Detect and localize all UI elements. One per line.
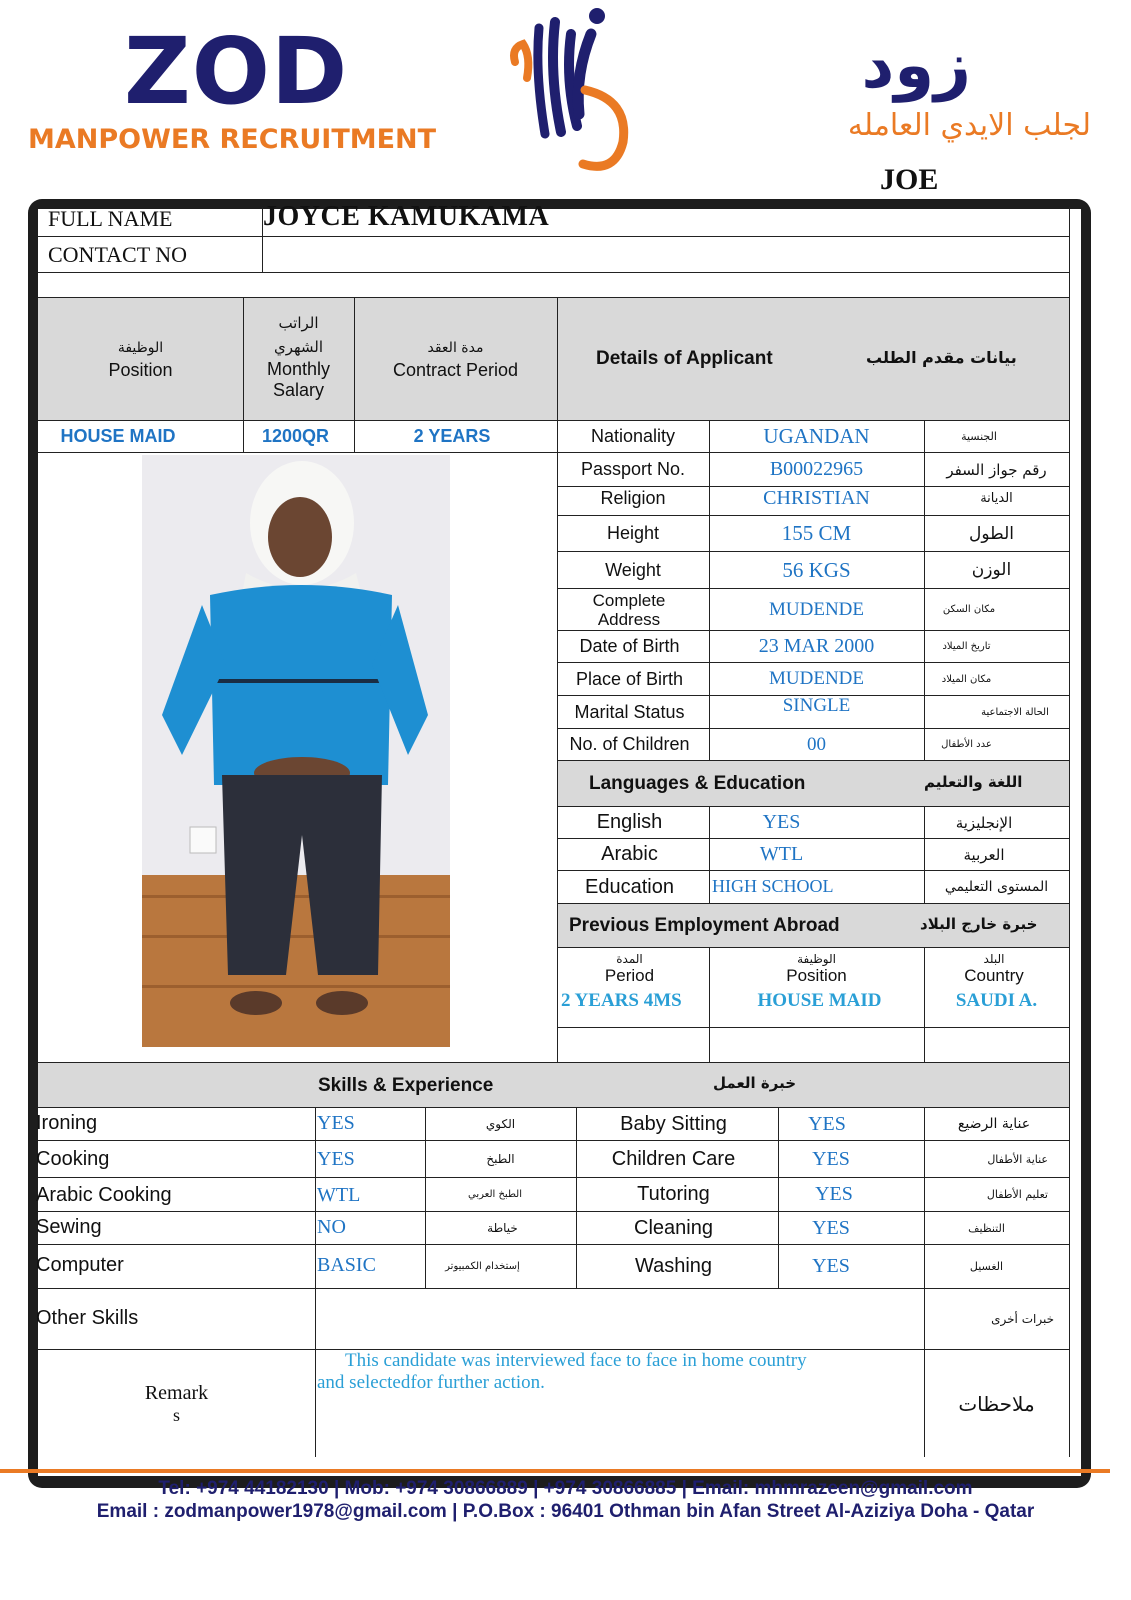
brand-mark-icon xyxy=(505,4,645,179)
contract-header: مدة العقد Contract Period xyxy=(392,339,519,380)
skill-washing-label: Washing xyxy=(634,1255,713,1277)
skill-computer-value: BASIC xyxy=(317,1254,376,1276)
skills-heading: Skills & Experience xyxy=(318,1075,494,1096)
languages-heading-arabic: اللغة والتعليم xyxy=(924,773,1023,791)
height-arabic: الطول xyxy=(969,523,1014,544)
full-name-value: JOYCE KAMUKAMA xyxy=(263,201,550,232)
remarks-text-line2: and selectedfor further action. xyxy=(317,1372,545,1393)
skill-cooking-value: YES xyxy=(317,1148,355,1170)
other-skills-label: Other Skills xyxy=(36,1307,139,1329)
salary-value: 1200QR xyxy=(261,426,330,446)
nationality-label: Nationality xyxy=(590,426,676,446)
prev-country-value: SAUDI A. xyxy=(955,990,1038,1011)
brand-logo xyxy=(28,18,437,155)
skill-tutoring-label: Tutoring xyxy=(637,1183,710,1205)
address-label: Complete Address xyxy=(592,590,666,629)
skill-cleaning-arabic: التنظيف xyxy=(968,1221,1005,1235)
skills-heading-arabic: خبرة العمل xyxy=(713,1074,797,1092)
children-label: No. of Children xyxy=(569,734,690,754)
skill-tutoring-arabic: تعليم الأطفال xyxy=(986,1188,1048,1201)
skill-sewing-value: NO xyxy=(317,1216,346,1238)
skill-baby-sitting-value: YES xyxy=(808,1112,846,1135)
prev-period-value: 2 YEARS 4MS xyxy=(561,990,682,1011)
country-header: البلد Country xyxy=(964,952,1024,985)
height-label: Height xyxy=(606,523,660,543)
skill-ironing-value: YES xyxy=(317,1112,355,1134)
skill-washing-arabic: الغسيل xyxy=(969,1260,1004,1273)
position-value: HOUSE MAID xyxy=(60,426,176,446)
marital-value: SINGLE xyxy=(782,695,851,716)
arabic-label: Arabic xyxy=(601,843,658,865)
skill-baby-sitting-arabic: عناية الرضيع xyxy=(957,1116,1031,1132)
prev-position-value: HOUSE MAID xyxy=(757,990,882,1011)
brand-tagline: MANPOWER RECRUITMENT xyxy=(28,124,437,155)
other-skills-arabic: خبرات أخرى xyxy=(991,1312,1054,1326)
contact-label: CONTACT NO xyxy=(48,242,188,267)
marital-arabic: الحالة الاجتماعية xyxy=(981,706,1049,718)
salary-header: الراتب الشهري Monthly Salary xyxy=(266,314,331,400)
nationality-arabic: الجنسية xyxy=(961,430,997,443)
passport-label: Passport No. xyxy=(580,459,686,479)
marital-label: Marital Status xyxy=(574,701,685,722)
skill-arabic-cooking-value: WTL xyxy=(317,1184,361,1206)
dob-value: 23 MAR 2000 xyxy=(758,635,875,657)
skill-arabic-cooking-label: Arabic Cooking xyxy=(36,1184,172,1206)
children-arabic: عدد الأطفال xyxy=(941,739,992,750)
arabic-value: WTL xyxy=(759,843,804,865)
religion-arabic: الديانة xyxy=(980,490,1013,506)
brand-name: ZOD xyxy=(124,18,349,125)
english-value: YES xyxy=(762,811,801,833)
skill-cooking-arabic: الطبخ xyxy=(486,1152,515,1166)
children-value: 00 xyxy=(807,733,826,755)
skill-children-care-value: YES xyxy=(812,1147,850,1170)
position-header: الوظيفة Position xyxy=(108,339,173,380)
skill-children-care-arabic: عناية الأطفال xyxy=(987,1152,1048,1166)
skill-ironing-arabic: الكوي xyxy=(485,1117,516,1131)
employment-heading: Previous Employment Abroad xyxy=(569,915,840,936)
arabic-arabic: العربية xyxy=(963,845,1005,864)
brand-name-arabic: زود xyxy=(861,29,971,103)
footer-divider xyxy=(0,1469,1110,1473)
details-heading-arabic: بيانات مقدم الطلب xyxy=(866,348,1017,367)
skill-children-care-label: Children Care xyxy=(611,1147,736,1170)
languages-heading: Languages & Education xyxy=(589,773,806,794)
skill-baby-sitting-label: Baby Sitting xyxy=(620,1112,727,1135)
education-label: Education xyxy=(585,875,674,898)
period-header: المدة Period xyxy=(604,952,655,985)
pob-arabic: مكان الميلاد xyxy=(941,673,992,685)
religion-value: CHRISTIAN xyxy=(763,486,870,509)
dob-label: Date of Birth xyxy=(579,636,680,656)
remarks-arabic: ملاحظات xyxy=(958,1391,1035,1416)
candidate-code: JOE xyxy=(880,163,939,196)
skills-header-band xyxy=(38,1063,1069,1107)
skill-computer-label: Computer xyxy=(36,1254,124,1276)
skill-tutoring-value: YES xyxy=(815,1183,853,1205)
remarks-label: Remark s xyxy=(144,1381,209,1425)
weight-label: Weight xyxy=(605,559,661,580)
religion-label: Religion xyxy=(600,487,666,508)
education-value: HIGH SCHOOL xyxy=(712,876,834,896)
footer-address-line: Email : zodmanpower1978@gmail.com | P.O.Box : 96401 Othman bin Afan Street Al-Aziziya Doha - Qatar xyxy=(96,1501,1035,1522)
skill-ironing-label: Ironing xyxy=(36,1112,98,1134)
education-arabic: المستوى التعليمي xyxy=(944,879,1049,895)
english-label: English xyxy=(596,811,663,833)
brand-logo-arabic xyxy=(761,28,1091,146)
pob-value: MUDENDE xyxy=(769,668,864,689)
weight-arabic: الوزن xyxy=(971,560,1012,580)
skill-computer-arabic: إستخدام الكمبيوتر xyxy=(445,1261,520,1272)
skill-cleaning-value: YES xyxy=(812,1216,850,1239)
brand-tagline-arabic: لجلب الايدي العامله xyxy=(847,108,1091,143)
address-value: MUDENDE xyxy=(769,598,864,620)
pob-label: Place of Birth xyxy=(575,668,684,689)
prev-position-header: الوظيفة Position xyxy=(786,952,847,985)
english-arabic: الإنجليزية xyxy=(955,813,1013,832)
skill-arabic-cooking-arabic: الطبخ العربي xyxy=(468,1189,522,1200)
applicant-photo xyxy=(142,455,450,1047)
skill-cleaning-label: Cleaning xyxy=(634,1216,713,1239)
skill-sewing-label: Sewing xyxy=(36,1216,102,1238)
details-heading: Details of Applicant xyxy=(596,348,773,369)
skill-cooking-label: Cooking xyxy=(36,1148,110,1170)
address-arabic: مكان السكن xyxy=(942,604,996,615)
footer-contact-line: Tel: +974 44182130 | Mob: +974 30866889 | +974 30866885 | Email: mhmrazeen@gmail.com xyxy=(158,1478,973,1499)
employment-heading-arabic: خبرة خارج البلاد xyxy=(920,915,1038,933)
weight-value: 56 KGS xyxy=(782,557,851,582)
nationality-value: UGANDAN xyxy=(763,424,870,448)
dob-arabic: تاريخ الميلاد xyxy=(942,641,991,652)
remarks-text-line1: This candidate was interviewed face to face in home country xyxy=(345,1350,807,1371)
skill-sewing-arabic: خياطة xyxy=(487,1221,518,1235)
contract-value: 2 YEARS xyxy=(413,426,491,446)
passport-arabic: رقم جواز السفر xyxy=(946,460,1047,479)
skill-washing-value: YES xyxy=(812,1255,850,1277)
passport-value: B00022965 xyxy=(769,458,864,480)
full-name-label: FULL NAME xyxy=(48,206,173,231)
height-value: 155 CM xyxy=(781,521,852,545)
